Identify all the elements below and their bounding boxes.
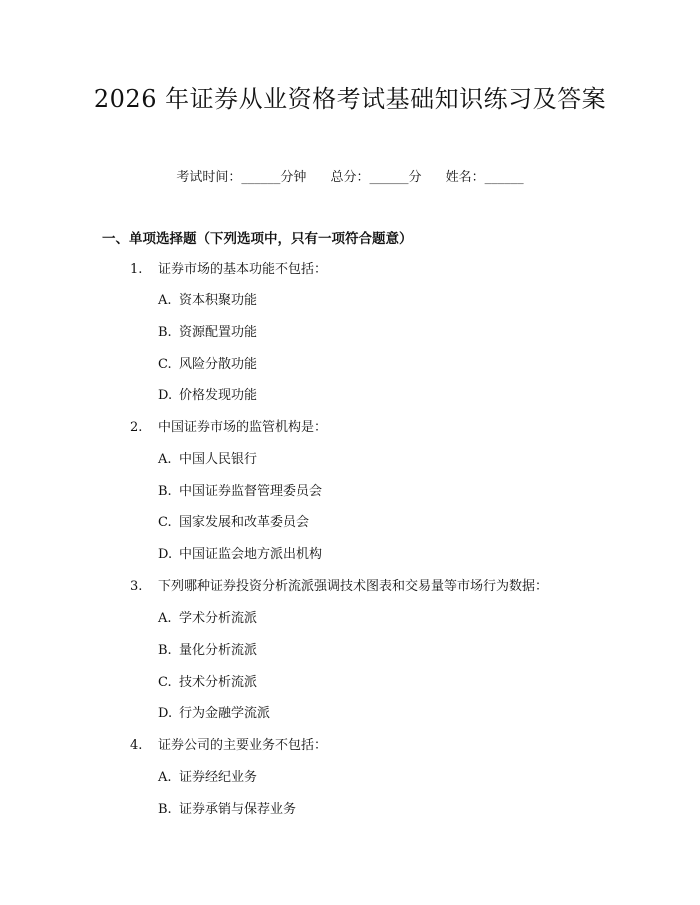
option-text: 行为金融学流派 (179, 706, 271, 721)
option-2a (158, 450, 257, 470)
document-title: 2026 年证券从业资格考试基础知识练习及答案 (93, 85, 607, 113)
option-label: A. (158, 452, 172, 467)
exam-time-field: 考试时间：______分钟 (176, 170, 307, 185)
option-text: 量化分析流派 (179, 643, 258, 658)
option-label: C. (158, 357, 172, 372)
option-2b (158, 482, 322, 502)
option-text: 中国人民银行 (179, 452, 258, 467)
option-text: 证券经纪业务 (179, 770, 258, 785)
option-2d (158, 545, 322, 565)
question-number: 1. (130, 262, 143, 277)
question-number: 2. (130, 420, 143, 435)
total-score-field: 总分：______分 (330, 170, 422, 185)
option-label: C. (158, 675, 172, 690)
question-1 (130, 260, 327, 280)
exam-info (0, 168, 700, 188)
option-1d (158, 386, 257, 406)
question-text: 证券公司的主要业务不包括： (158, 738, 328, 753)
option-label: C. (158, 515, 172, 530)
option-text: 学术分析流派 (179, 611, 258, 626)
option-2c (158, 513, 309, 533)
option-3d (158, 704, 270, 724)
option-text: 风险分散功能 (179, 357, 258, 372)
option-text: 中国证券监督管理委员会 (179, 484, 323, 499)
option-3b (158, 641, 257, 661)
question-4 (130, 736, 327, 756)
option-text: 国家发展和改革委员会 (179, 515, 310, 530)
option-label: B. (158, 325, 172, 340)
option-label: B. (158, 802, 172, 817)
question-number: 3. (130, 579, 143, 594)
question-text: 证券市场的基本功能不包括： (158, 262, 328, 277)
question-text: 中国证券市场的监管机构是： (158, 420, 328, 435)
option-text: 资源配置功能 (179, 325, 258, 340)
option-1c (158, 355, 257, 375)
option-4b (158, 800, 296, 820)
option-text: 证券承销与保荐业务 (179, 802, 297, 817)
option-text: 技术分析流派 (179, 675, 258, 690)
option-text: 价格发现功能 (179, 388, 258, 403)
question-text: 下列哪种证券投资分析流派强调技术图表和交易量等市场行为数据： (158, 579, 549, 594)
section-heading: 一、单项选择题（下列选项中，只有一项符合题意） (102, 231, 413, 247)
option-label: A. (158, 611, 172, 626)
option-label: A. (158, 770, 172, 785)
option-3c (158, 673, 257, 693)
question-2 (130, 418, 327, 438)
option-4a (158, 768, 257, 788)
option-1a (158, 291, 257, 311)
option-text: 资本积聚功能 (179, 293, 258, 308)
option-text: 中国证监会地方派出机构 (179, 547, 323, 562)
option-label: D. (158, 388, 173, 403)
question-3 (130, 577, 548, 597)
option-label: A. (158, 293, 172, 308)
option-label: D. (158, 547, 173, 562)
question-number: 4. (130, 738, 143, 753)
option-1b (158, 323, 257, 343)
option-label: B. (158, 643, 172, 658)
option-3a (158, 609, 257, 629)
name-field: 姓名：______ (445, 170, 524, 185)
option-label: D. (158, 706, 173, 721)
option-label: B. (158, 484, 172, 499)
